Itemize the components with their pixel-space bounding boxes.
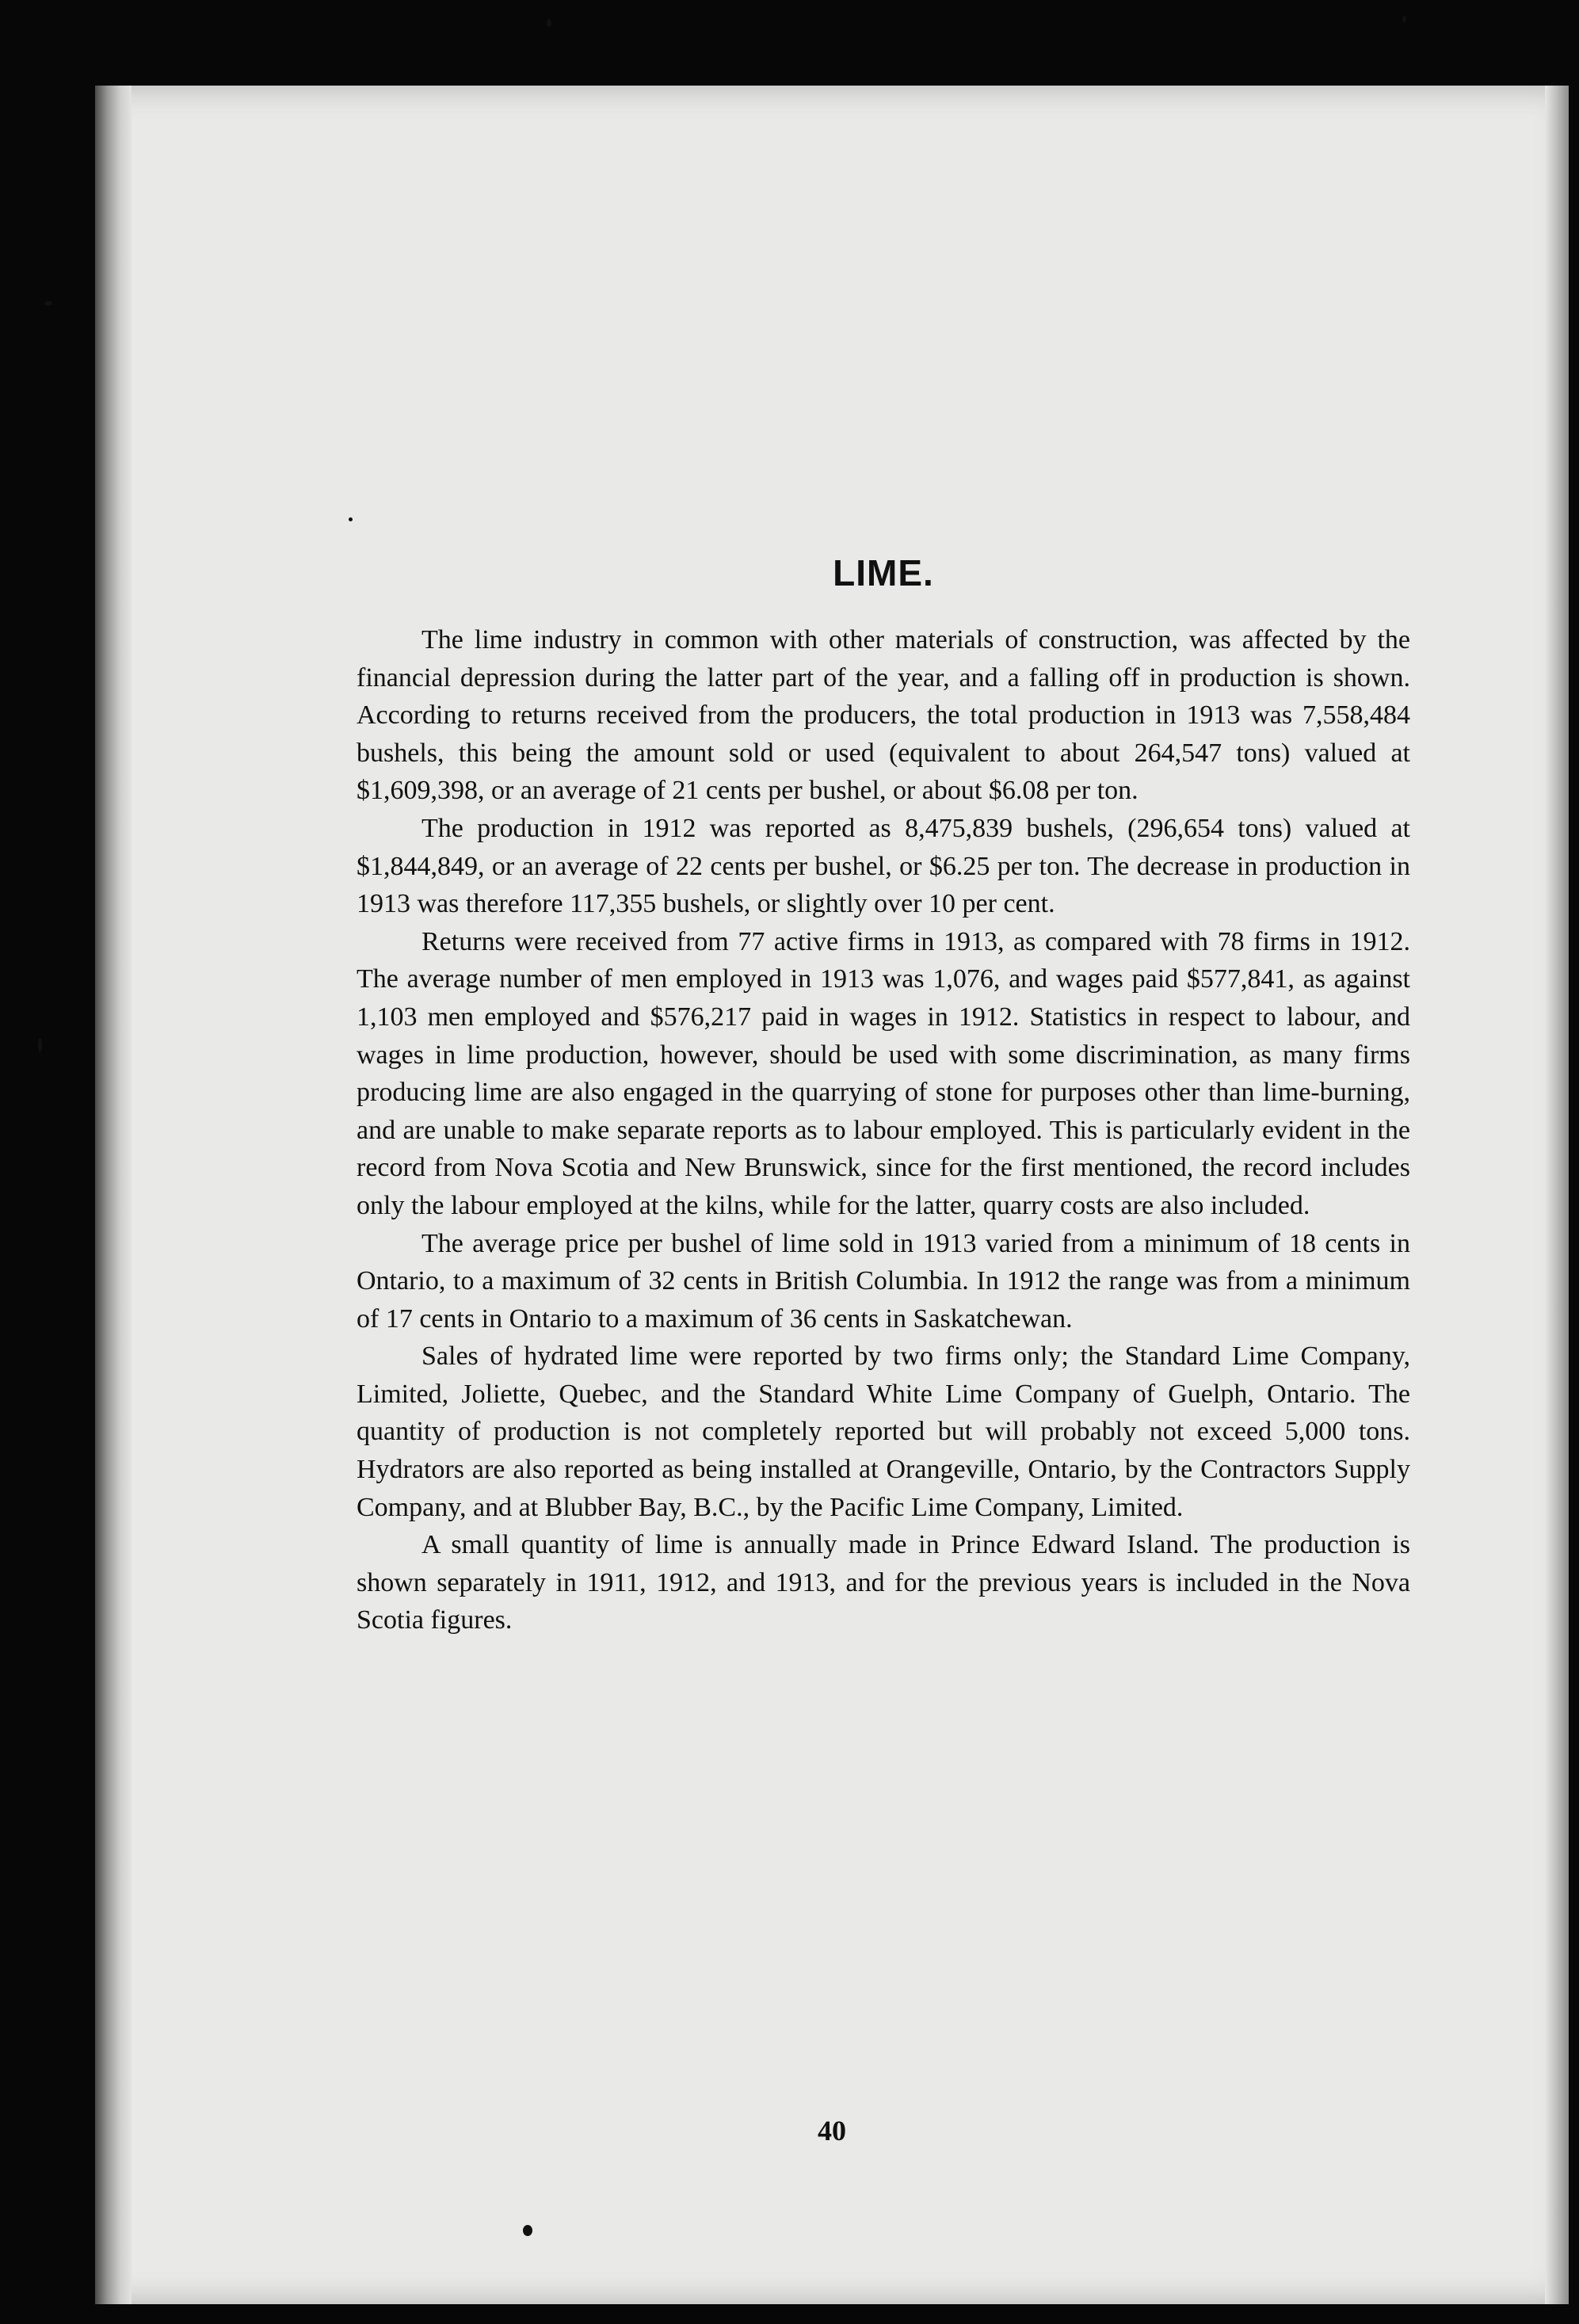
scan-speck (44, 301, 52, 306)
article-body (357, 458, 1410, 1639)
scan-speck (38, 1038, 42, 1052)
page-speck (349, 517, 353, 521)
page-edge-left (95, 86, 132, 2304)
paragraph: Sales of hydrated lime were reported by two firms only; the Standard Lime Company, Limited, Joliette, Quebec, and the Standard White Lime Company of Guelph, Ontario. The quantity of production is not completely reported but will probably not exceed 5,000 tons. Hydrators are also reported as being installed at Orangeville, Ontario, by the Contractors Supply Company, and at Blubber Bay, B.C., by the Pacific Lime Company, Limited. (357, 1341, 1410, 1522)
scan-speck (547, 19, 551, 27)
page-title: LIME. (833, 552, 934, 593)
document-page (95, 86, 1569, 2304)
page-number: 40 (818, 2115, 846, 2147)
page-speck (523, 2225, 532, 2236)
paragraph: The lime industry in common with other materials of construction, was affected by the financial depression during the latter part of the year, and a falling off in production is shown. According to returns received from the producers, the total production in 1913 was 7,558,484 bushels, this being the amount sold or used (equivalent to about 264,547 tons) valued at $1,609,398, or an average of 21 cents per bushel, or about $6.08 per ton. (357, 625, 1410, 806)
paragraph: A small quantity of lime is annually made in Prince Edward Island. The production is shown separately in 1911, 1912, and 1913, and for the previous years is included in the Nova Scotia figures. (357, 1530, 1410, 1635)
page-edge-right (1545, 86, 1569, 2304)
paragraph: The production in 1912 was reported as 8,475,839 bushels, (296,654 tons) valued at $1,844,849, or an average of 22 cents per bushel, or $6.25 per ton. The decrease in production in 1913 was therefore 117,355 bushels, or slightly over 10 per cent. (357, 813, 1410, 919)
paragraph: Returns were received from 77 active firms in 1913, as compared with 78 firms in 1912. The average number of men employed in 1913 was 1,076, and wages paid $577,841, as against 1,103 men employed and $576,217 paid in wages in 1912. Statistics in respect to labour, and wages in lime production, however, should be used with some discrimination, as many firms producing lime are also engaged in the quarrying of stone for purposes other than lime-burning, and are unable to make separate reports as to labour employed. This is particularly evident in the record from Nova Scotia and New Brunswick, since for the first mentioned, the record includes only the labour employed at the kilns, while for the latter, quarry costs are also included. (357, 926, 1410, 1220)
scan-speck (1402, 16, 1406, 22)
paragraph: The average price per bushel of lime sold in 1913 varied from a minimum of 18 cents in Ontario, to a maximum of 32 cents in British Columbia. In 1912 the range was from a minimum of 17 cents in Ontario to a maximum of 36 cents in Saskatchewan. (357, 1228, 1410, 1334)
